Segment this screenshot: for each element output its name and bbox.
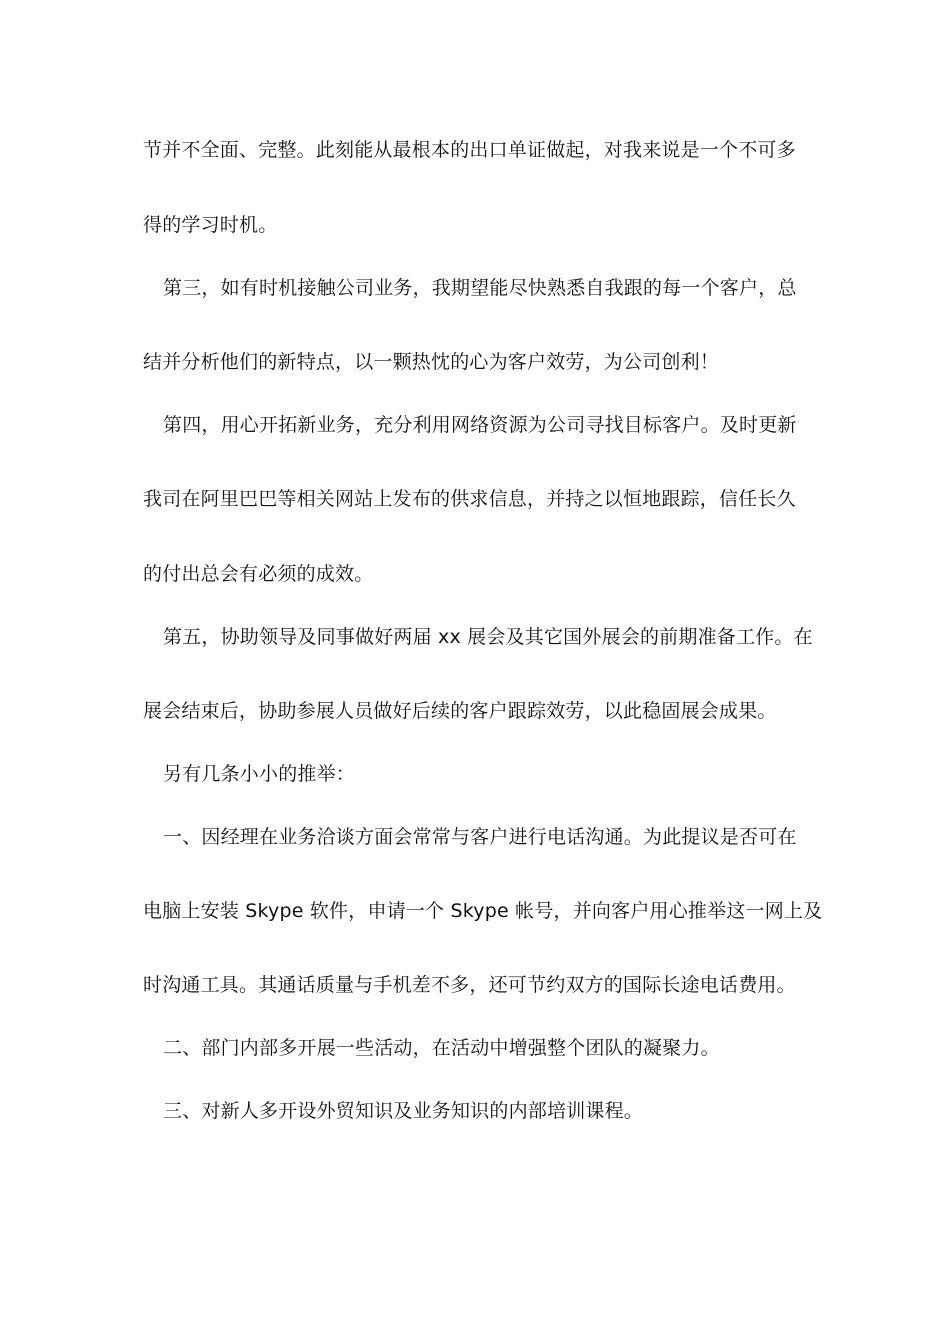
text-line: 展会结束后，协助参展人员做好后续的客户跟踪效劳，以此稳固展会成果。 [143,700,777,722]
text-line: 另有几条小小的推举： [163,763,356,785]
text-line: 的付出总会有必须的成效。 [143,563,374,585]
text-line: 我司在阿里巴巴等相关网站上发布的供求信息，并持之以恒地跟踪，信任长久 [143,488,796,510]
text-line: 电脑上安装 Skype 软件，申请一个 Skype 帐号，并向客户用心推举这一网上及 [143,900,823,922]
text-line: 得的学习时机。 [143,214,278,236]
text-line: 第三，如有时机接触公司业务，我期望能尽快熟悉自我跟的每一个客户，总 [163,277,797,299]
text-line: 第四，用心开拓新业务，充分利用网络资源为公司寻找目标客户。及时更新 [163,414,797,436]
text-line: 第五，协助领导及同事做好两届 xx 展会及其它国外展会的前期准备工作。在 [163,626,813,648]
text-line: 三、对新人多开设外贸知识及业务知识的内部培训课程。 [163,1100,644,1122]
text-line: 一、因经理在业务洽谈方面会常常与客户进行电话沟通。为此提议是否可在 [163,826,797,848]
text-line: 结并分析他们的新特点，以一颗热忱的心为客户效劳，为公司创利！ [143,351,720,373]
text-line: 节并不全面、完整。此刻能从最根本的出口单证做起，对我来说是一个不可多 [143,139,796,161]
text-line: 二、部门内部多开展一些活动，在活动中增强整个团队的凝聚力。 [163,1037,720,1059]
text-line: 时沟通工具。其通话质量与手机差不多，还可节约双方的国际长途电话费用。 [143,974,796,996]
